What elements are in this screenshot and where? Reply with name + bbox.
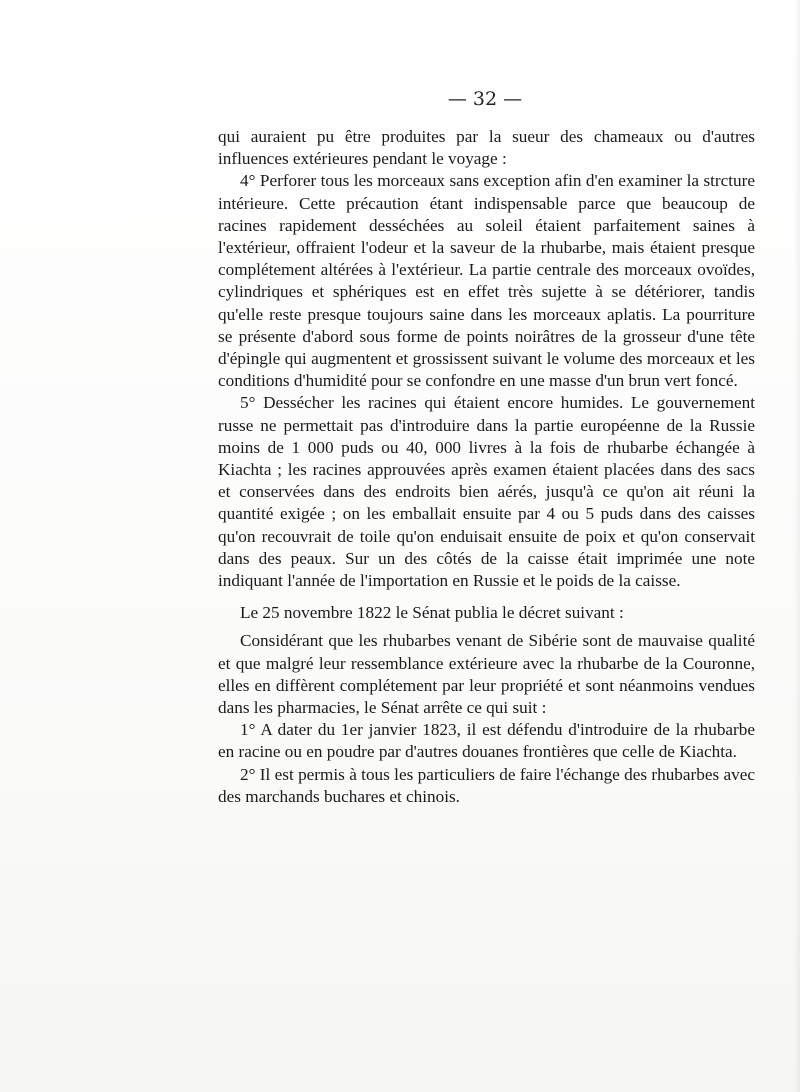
paragraph-item-5: 5° Dessécher les racines qui étaient encore humides. Le gouvernement russe ne permettait pas d'introduire dans la partie européenne de la Russie moins de 1 000 puds ou 40, 000 livres à la fois de rhubarbe échangée à Kiachta ; les racines approuvées après examen étaient placées dans des sacs et conservées dans des endroits bien aérés, jusqu'à ce qu'on ait réuni la quantité exigée ; on les emballait ensuite par 4 ou 5 puds dans des caisses qu'on recouvrait de toile qu'on enduisait ensuite de poix et qu'on conservait dans des peaux. Sur un des côtés de la caisse était imprimée une note indiquant l'année de l'importation en Russie et le poids de la caisse. [218, 393, 755, 591]
paragraph-decree-article-2: 2° Il est permis à tous les particuliers de faire l'échange des rhubarbes avec des marchands buchares et chinois. [218, 764, 755, 806]
body-text [218, 126, 755, 808]
paragraph-continuation: qui auraient pu être produites par la sueur des chameaux ou d'autres influences extérieures pendant le voyage : [218, 127, 755, 169]
page-number: — 32 — [447, 88, 523, 110]
paragraph-decree-considerant: Considérant que les rhubarbes venant de Sibérie sont de mauvaise qualité et que malgré leur ressemblance extérieure avec la rhubarbe de la Couronne, elles en diffèrent complétement par leur propriété et sont néanmoins vendues dans les pharmacies, le Sénat arrête ce qui suit : [218, 631, 755, 718]
page-edge-shadow [794, 0, 800, 1092]
paragraph-item-4: 4° Perforer tous les morceaux sans exception afin d'en examiner la strcture intérieure. Cette précaution étant indispensable parce que beaucoup de racines rapidement desséchées au soleil étaient parfaitement saines à l'extérieur, offraient l'odeur et la saveur de la rhubarbe, mais étaient presque complétement altérées à l'extérieur. La partie centrale des morceaux ovoïdes, cylindriques et sphériques est en effet très sujette à se détériorer, tandis qu'elle reste presque toujours saine dans les morceaux aplatis. La pourriture se présente d'abord sous forme de points noirâtres de la grosseur d'une tête d'épingle qui augmentent et grossissent suivant le volume des morceaux et les conditions d'humidité pour se confondre en une masse d'un brun vert foncé. [218, 171, 755, 391]
paragraph-decree-article-1: 1° A dater du 1er janvier 1823, il est défendu d'introduire de la rhubarbe en racine ou en poudre par d'autres douanes frontières que celle de Kiachta. [218, 720, 755, 762]
paragraph-decree-intro: Le 25 novembre 1822 le Sénat publia le décret suivant : [240, 603, 624, 623]
